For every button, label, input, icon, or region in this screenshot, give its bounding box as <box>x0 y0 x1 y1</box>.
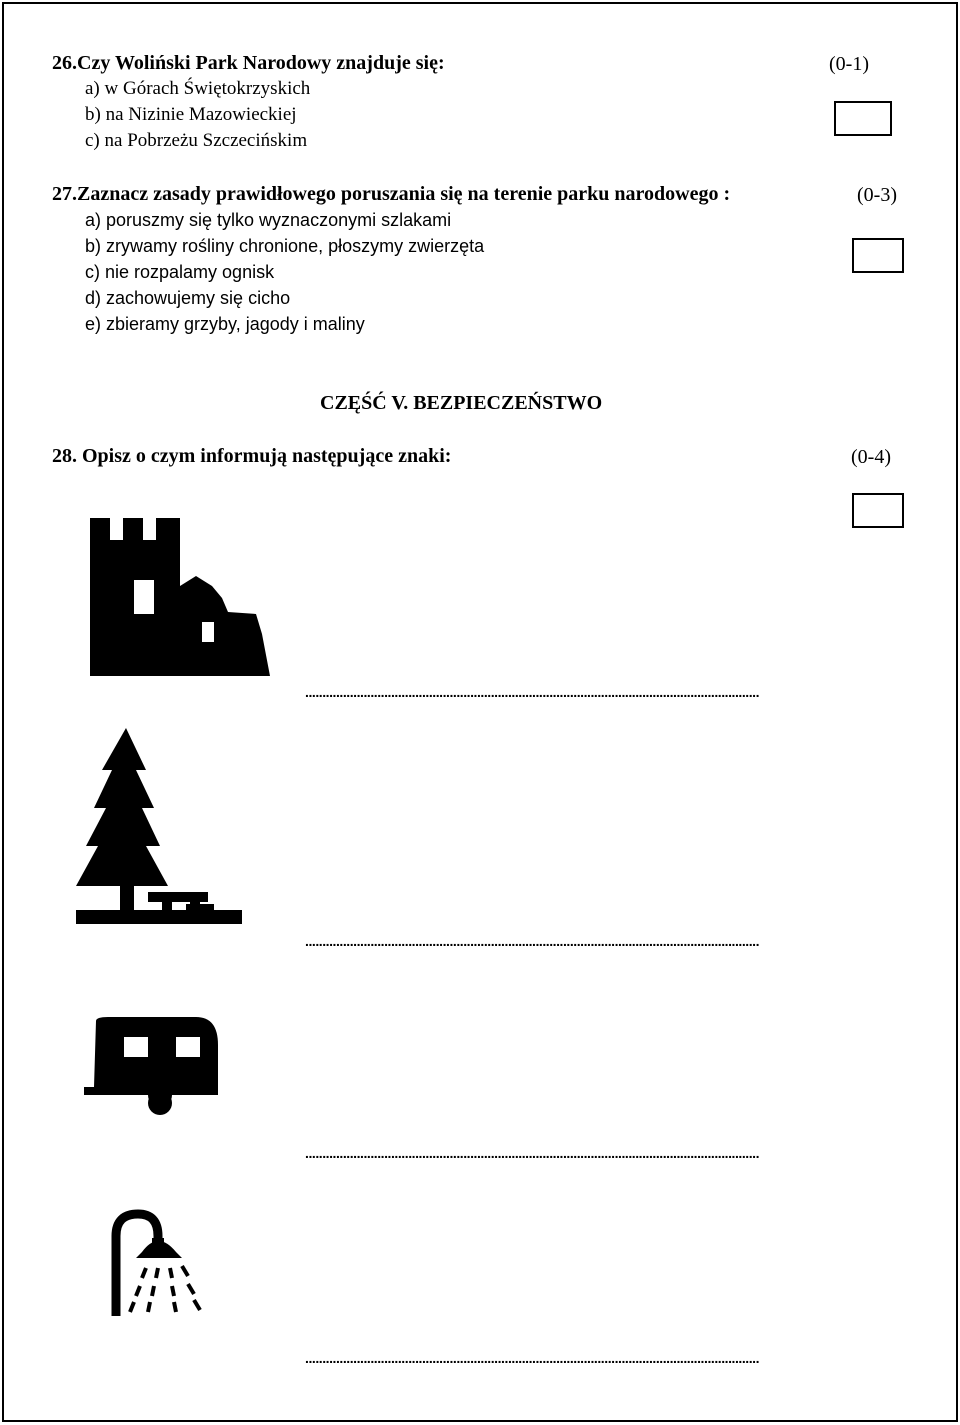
castle-ruin-icon <box>88 514 272 678</box>
shower-icon <box>108 1208 210 1320</box>
tree-picnic-icon <box>74 728 246 928</box>
q27-option-c: c) nie rozpalamy ognisk <box>85 262 275 282</box>
q27-option-a: a) poruszmy się tylko wyznaczonymi szlakami <box>85 210 452 230</box>
section-heading: CZĘŚĆ V. BEZPIECZEŃSTWO <box>320 392 603 414</box>
q26-option-c: c) na Pobrzeżu Szczecińskim <box>85 130 308 151</box>
q27-option-e: e) zbieramy grzyby, jagody i maliny <box>85 314 365 334</box>
q28-title: 28. Opisz o czym informują następujące znaki: <box>52 445 452 467</box>
q27-option-d: d) zachowujemy się cicho <box>85 288 291 308</box>
q27-answer-box[interactable] <box>852 238 904 273</box>
q26-option-b: b) na Nizinie Mazowieckiej <box>85 104 297 125</box>
q28-score: (0-4) <box>851 446 891 468</box>
sign-2-answer-line[interactable]: .................................................................................................................................... <box>305 933 760 949</box>
q27-score: (0-3) <box>857 184 897 206</box>
q26-title: 26.Czy Woliński Park Narodowy znajduje się: <box>52 52 445 74</box>
sign-1-answer-line[interactable]: .................................................................................................................................... <box>305 684 760 700</box>
q27-option-b: b) zrywamy rośliny chronione, płoszymy zwierzęta <box>85 236 485 256</box>
q26-option-a: a) w Górach Świętokrzyskich <box>85 78 311 99</box>
sign-3-answer-line[interactable]: .................................................................................................................................... <box>305 1145 760 1161</box>
sign-4-answer-line[interactable]: .................................................................................................................................... <box>305 1350 760 1366</box>
q28-answer-box[interactable] <box>852 493 904 528</box>
caravan-icon <box>84 1015 222 1119</box>
q26-score: (0-1) <box>829 53 869 75</box>
q26-answer-box[interactable] <box>834 101 892 136</box>
q27-title: 27.Zaznacz zasady prawidłowego poruszania się na terenie parku narodowego : <box>52 183 731 205</box>
